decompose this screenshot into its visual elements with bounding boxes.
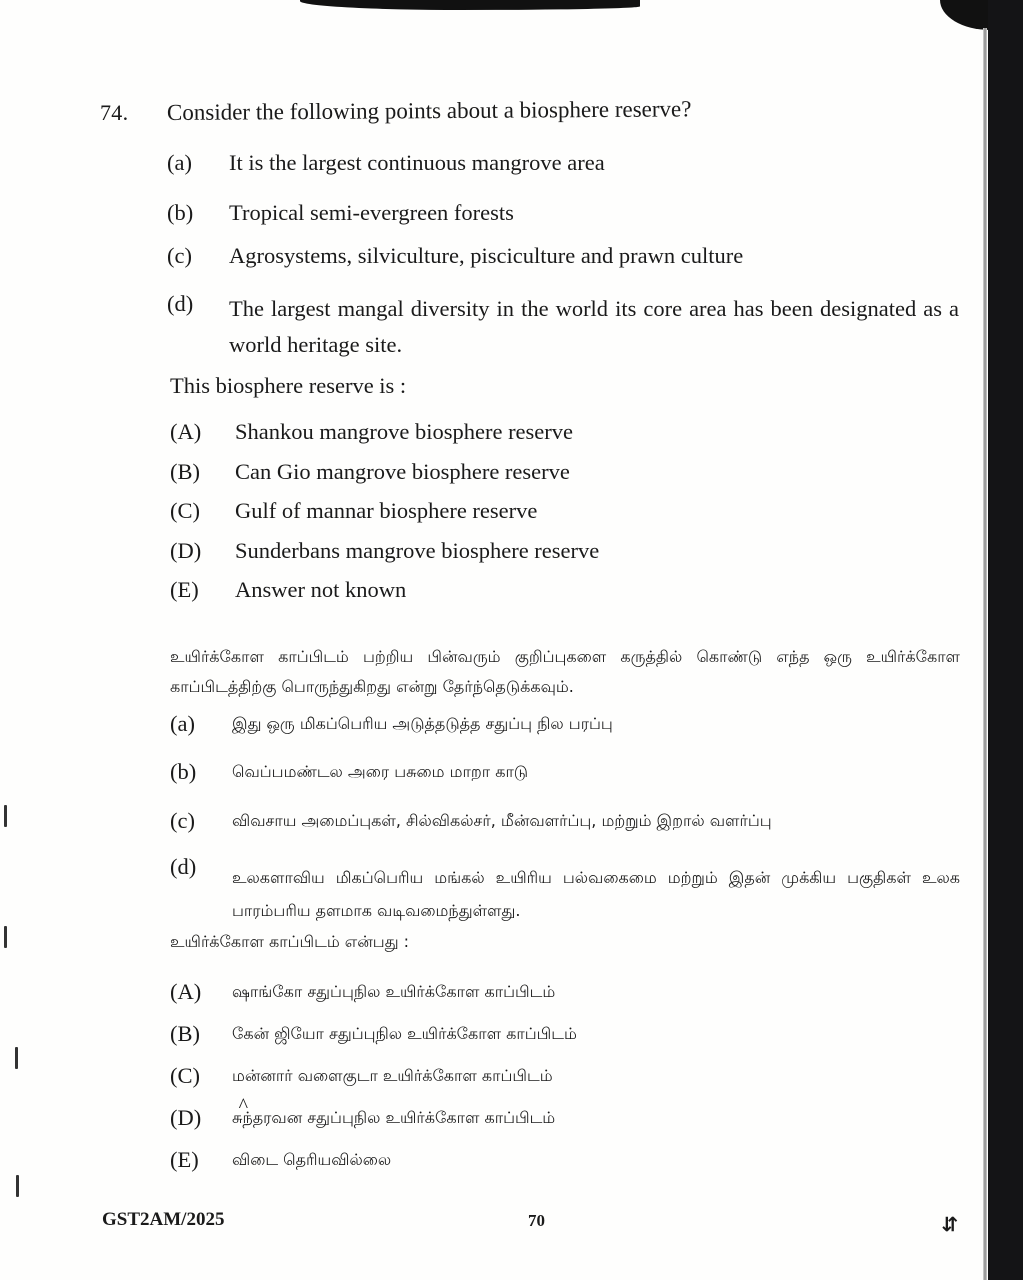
option-label: (E) <box>170 1147 199 1172</box>
point-label: (a) <box>170 711 195 736</box>
turn-over-icon: ⇆ <box>938 1215 963 1233</box>
option-label: (C) <box>170 498 200 523</box>
option-b[interactable] <box>170 459 570 485</box>
point-label: (b) <box>170 759 197 784</box>
tamil-options-lead: உயிர்க்கோள காப்பிடம் என்பது : <box>170 932 410 951</box>
page-number: 70 <box>528 1211 545 1230</box>
tamil-option-c[interactable] <box>170 1063 553 1089</box>
tamil-point-a <box>170 711 613 737</box>
point-text: விவசாய அமைப்புகள், சில்விகல்சர், மீன்வளர்ப்பு, மற்றும் இறால் வளர்ப்பு <box>232 811 772 830</box>
tamil-option-e[interactable] <box>170 1147 391 1173</box>
question-number: 74. <box>100 100 129 125</box>
point-d-label: (d) <box>167 291 194 316</box>
point-text: Agrosystems, silviculture, pisciculture and prawn culture <box>229 243 744 268</box>
option-text: Can Gio mangrove biosphere reserve <box>235 459 570 484</box>
option-label: (B) <box>170 1021 200 1046</box>
option-text: Gulf of mannar biosphere reserve <box>235 498 538 523</box>
option-a[interactable] <box>170 419 573 445</box>
point-label: (b) <box>167 200 194 225</box>
option-label: (D) <box>170 538 202 563</box>
point-b <box>167 200 514 226</box>
option-text: Shankou mangrove biosphere reserve <box>235 419 574 444</box>
option-label: (A) <box>170 979 202 1004</box>
option-label: (A) <box>170 419 202 444</box>
margin-mark <box>4 805 7 827</box>
point-c <box>167 243 743 269</box>
options-lead: This biosphere reserve is : <box>170 373 407 398</box>
page-shadow-top <box>300 0 640 10</box>
page-fold <box>983 28 987 1280</box>
option-text: Sunderbans mangrove biosphere reserve <box>235 538 600 563</box>
tamil-point-c <box>170 808 772 834</box>
tamil-point-b <box>170 759 528 785</box>
point-a <box>167 150 605 176</box>
tamil-point-d-text: உலகளாவிய மிகப்பெரிய மங்கல் உயிரிய பல்வகைமை மற்றும் இதன் முக்கிய பகுதிகள் உலக பாரம்பரிய தளமாக வடிவமைந்துள்ளது. <box>232 868 960 920</box>
point-d-text: The largest mangal diversity in the world its core area has been designated as a world heritage site. <box>229 296 959 357</box>
tamil-option-b[interactable] <box>170 1021 577 1047</box>
point-text: Tropical semi-evergreen forests <box>229 200 514 225</box>
option-label: (C) <box>170 1063 200 1088</box>
point-label: (a) <box>167 150 192 175</box>
option-text: ஷாங்கோ சதுப்புநில உயிர்க்கோள காப்பிடம் <box>232 982 556 1001</box>
margin-mark <box>15 1047 18 1069</box>
margin-mark <box>4 926 7 948</box>
point-text: வெப்பமண்டல அரை பசுமை மாறா காடு <box>232 762 529 781</box>
option-label: (B) <box>170 459 200 484</box>
option-text: கேன் ஜியோ சதுப்புநில உயிர்க்கோள காப்பிடம் <box>232 1024 577 1043</box>
margin-mark <box>16 1175 19 1197</box>
option-text: சுந்தரவன சதுப்புநில உயிர்க்கோள காப்பிடம் <box>232 1108 556 1127</box>
point-text: It is the largest continuous mangrove area <box>229 150 605 175</box>
option-label-with-handwritten-mark: (D) ^ <box>170 1105 232 1131</box>
tamil-point-d-label: (d) <box>170 854 197 879</box>
question-stem: Consider the following points about a biosphere reserve? <box>166 96 692 125</box>
background-edge <box>988 0 1023 1280</box>
page-curl <box>940 0 990 30</box>
option-c[interactable] <box>170 498 537 524</box>
option-text: விடை தெரியவில்லை <box>232 1150 392 1169</box>
paper-code: GST2AM/2025 <box>102 1209 225 1230</box>
tamil-question-stem: உயிர்க்கோள காப்பிடம் பற்றிய பின்வரும் குறிப்புகளை கருத்தில் கொண்டு எந்த ஒரு உயிர்க்கோள காப்பிடத்திற்கு பொருந்துகிறது என்று தேர்ந்தெடுக்கவும். <box>170 647 960 696</box>
option-d[interactable] <box>170 538 599 564</box>
option-text: மன்னார் வளைகுடா உயிர்க்கோள காப்பிடம் <box>232 1066 553 1085</box>
option-text: Answer not known <box>235 577 407 602</box>
tamil-option-d[interactable] <box>170 1105 555 1131</box>
point-text: இது ஒரு மிகப்பெரிய அடுத்தடுத்த சதுப்பு நில பரப்பு <box>232 714 613 733</box>
option-label: (E) <box>170 577 199 602</box>
point-label: (c) <box>170 808 195 833</box>
tamil-option-a[interactable] <box>170 979 555 1005</box>
option-e[interactable] <box>170 577 406 603</box>
point-label: (c) <box>167 243 192 268</box>
